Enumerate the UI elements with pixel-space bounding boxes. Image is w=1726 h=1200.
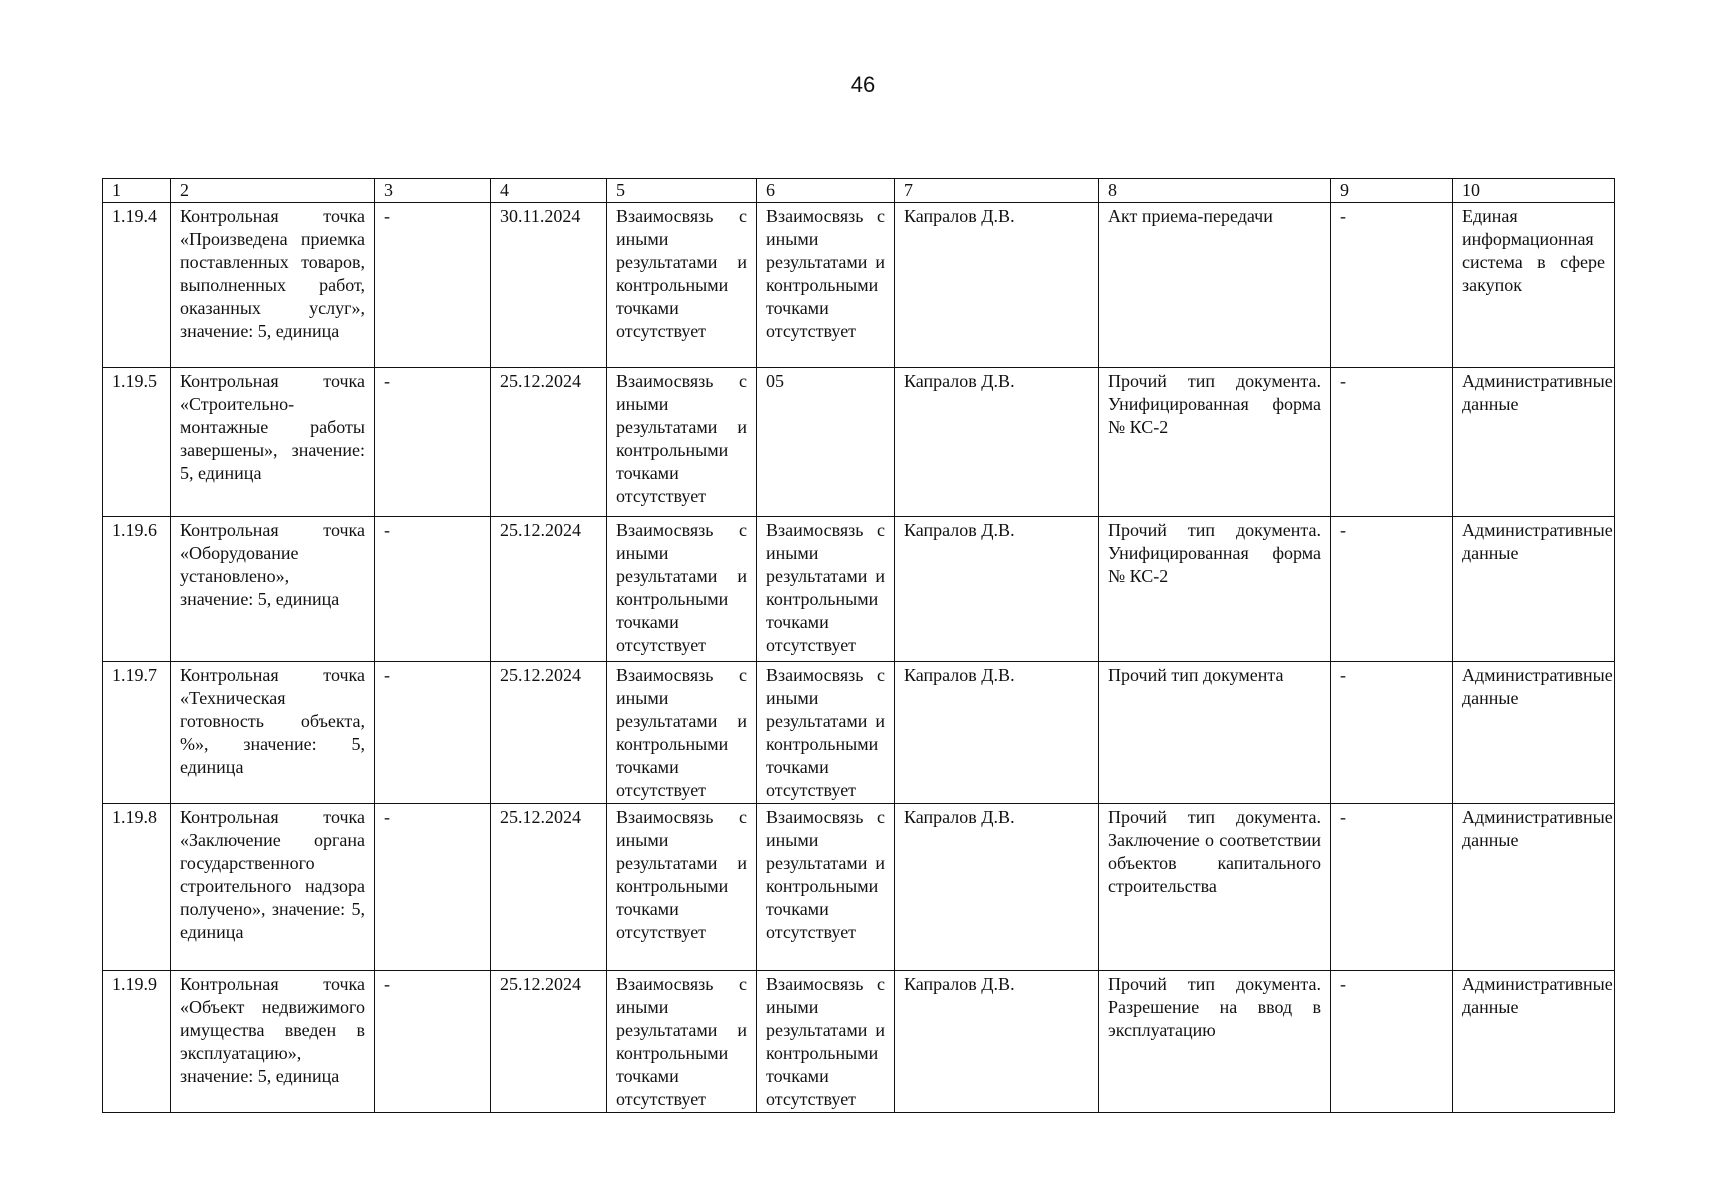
- due-date: 30.11.2024: [491, 203, 607, 368]
- responsible-person: Капралов Д.В.: [895, 368, 1099, 517]
- row-number: 1.19.5: [103, 368, 171, 517]
- page-number: 46: [850, 72, 876, 97]
- column-header: 6: [757, 179, 895, 203]
- row-number: 1.19.8: [103, 804, 171, 971]
- information-source: Единая информационная система в сфере закупок: [1453, 203, 1615, 368]
- control-point-name: Контрольная точка «Оборудование установлено», значение: 5, единица: [171, 517, 375, 662]
- due-date: 25.12.2024: [491, 517, 607, 662]
- document-type: Акт приема-передачи: [1099, 203, 1331, 368]
- cell-col9: -: [1331, 971, 1453, 1113]
- control-point-name: Контрольная точка «Произведена приемка поставленных товаров, выполненных работ, оказанных услуг», значение: 5, единица: [171, 203, 375, 368]
- table-row: [103, 368, 1615, 517]
- table-row: [103, 203, 1615, 368]
- relation-cell: Взаимосвязь с иными результатами и контрольными точками отсутствует: [607, 662, 757, 804]
- relation-cell: Взаимосвязь с иными результатами и контрольными точками отсутствует: [607, 203, 757, 368]
- relation-cell: Взаимосвязь с иными результатами и контрольными точками отсутствует: [607, 971, 757, 1113]
- relation-cell: 05: [757, 368, 895, 517]
- cell-col9: -: [1331, 662, 1453, 804]
- column-header: 5: [607, 179, 757, 203]
- table-row: [103, 804, 1615, 971]
- row-number: 1.19.7: [103, 662, 171, 804]
- row-number: 1.19.4: [103, 203, 171, 368]
- document-type: Прочий тип документа: [1099, 662, 1331, 804]
- due-date: 25.12.2024: [491, 971, 607, 1113]
- cell-col9: -: [1331, 203, 1453, 368]
- relation-cell: Взаимосвязь с иными результатами и контрольными точками отсутствует: [757, 662, 895, 804]
- table-row: [103, 662, 1615, 804]
- control-point-name: Контрольная точка «Строительно-монтажные работы завершены», значение: 5, единица: [171, 368, 375, 517]
- column-header: 9: [1331, 179, 1453, 203]
- column-header: 7: [895, 179, 1099, 203]
- cell-col3: -: [375, 517, 491, 662]
- information-source: Административные данные: [1453, 368, 1615, 517]
- column-number-row: [103, 179, 1615, 203]
- control-point-name: Контрольная точка «Заключение органа государственного строительного надзора получено», значение: 5, единица: [171, 804, 375, 971]
- responsible-person: Капралов Д.В.: [895, 662, 1099, 804]
- table-row: [103, 971, 1615, 1113]
- information-source: Административные данные: [1453, 662, 1615, 804]
- column-header: 1: [103, 179, 171, 203]
- information-source: Административные данные: [1453, 517, 1615, 662]
- cell-col3: -: [375, 971, 491, 1113]
- control-points-table: [102, 178, 1615, 1113]
- relation-cell: Взаимосвязь с иными результатами и контрольными точками отсутствует: [757, 203, 895, 368]
- relation-cell: Взаимосвязь с иными результатами и контрольными точками отсутствует: [607, 517, 757, 662]
- control-point-name: Контрольная точка «Объект недвижимого имущества введен в эксплуатацию», значение: 5, единица: [171, 971, 375, 1113]
- relation-cell: Взаимосвязь с иными результатами и контрольными точками отсутствует: [757, 517, 895, 662]
- row-number: 1.19.9: [103, 971, 171, 1113]
- document-type: Прочий тип документа. Унифицированная форма № КС-2: [1099, 517, 1331, 662]
- cell-col3: -: [375, 203, 491, 368]
- column-header: 2: [171, 179, 375, 203]
- column-header: 4: [491, 179, 607, 203]
- responsible-person: Капралов Д.В.: [895, 203, 1099, 368]
- cell-col3: -: [375, 368, 491, 517]
- column-header: 3: [375, 179, 491, 203]
- column-header: 8: [1099, 179, 1331, 203]
- cell-col3: -: [375, 662, 491, 804]
- information-source: Административные данные: [1453, 804, 1615, 971]
- responsible-person: Капралов Д.В.: [895, 517, 1099, 662]
- column-header: 10: [1453, 179, 1615, 203]
- due-date: 25.12.2024: [491, 368, 607, 517]
- responsible-person: Капралов Д.В.: [895, 804, 1099, 971]
- responsible-person: Капралов Д.В.: [895, 971, 1099, 1113]
- due-date: 25.12.2024: [491, 804, 607, 971]
- document-type: Прочий тип документа. Разрешение на ввод в эксплуатацию: [1099, 971, 1331, 1113]
- due-date: 25.12.2024: [491, 662, 607, 804]
- document-type: Прочий тип документа. Заключение о соответствии объектов капитального строительства: [1099, 804, 1331, 971]
- cell-col9: -: [1331, 804, 1453, 971]
- information-source: Административные данные: [1453, 971, 1615, 1113]
- cell-col9: -: [1331, 517, 1453, 662]
- table-row: [103, 517, 1615, 662]
- cell-col9: -: [1331, 368, 1453, 517]
- document-type: Прочий тип документа. Унифицированная форма № КС-2: [1099, 368, 1331, 517]
- relation-cell: Взаимосвязь с иными результатами и контрольными точками отсутствует: [757, 804, 895, 971]
- relation-cell: Взаимосвязь с иными результатами и контрольными точками отсутствует: [607, 804, 757, 971]
- row-number: 1.19.6: [103, 517, 171, 662]
- relation-cell: Взаимосвязь с иными результатами и контрольными точками отсутствует: [607, 368, 757, 517]
- relation-cell: Взаимосвязь с иными результатами и контрольными точками отсутствует: [757, 971, 895, 1113]
- control-point-name: Контрольная точка «Техническая готовность объекта, %», значение: 5, единица: [171, 662, 375, 804]
- cell-col3: -: [375, 804, 491, 971]
